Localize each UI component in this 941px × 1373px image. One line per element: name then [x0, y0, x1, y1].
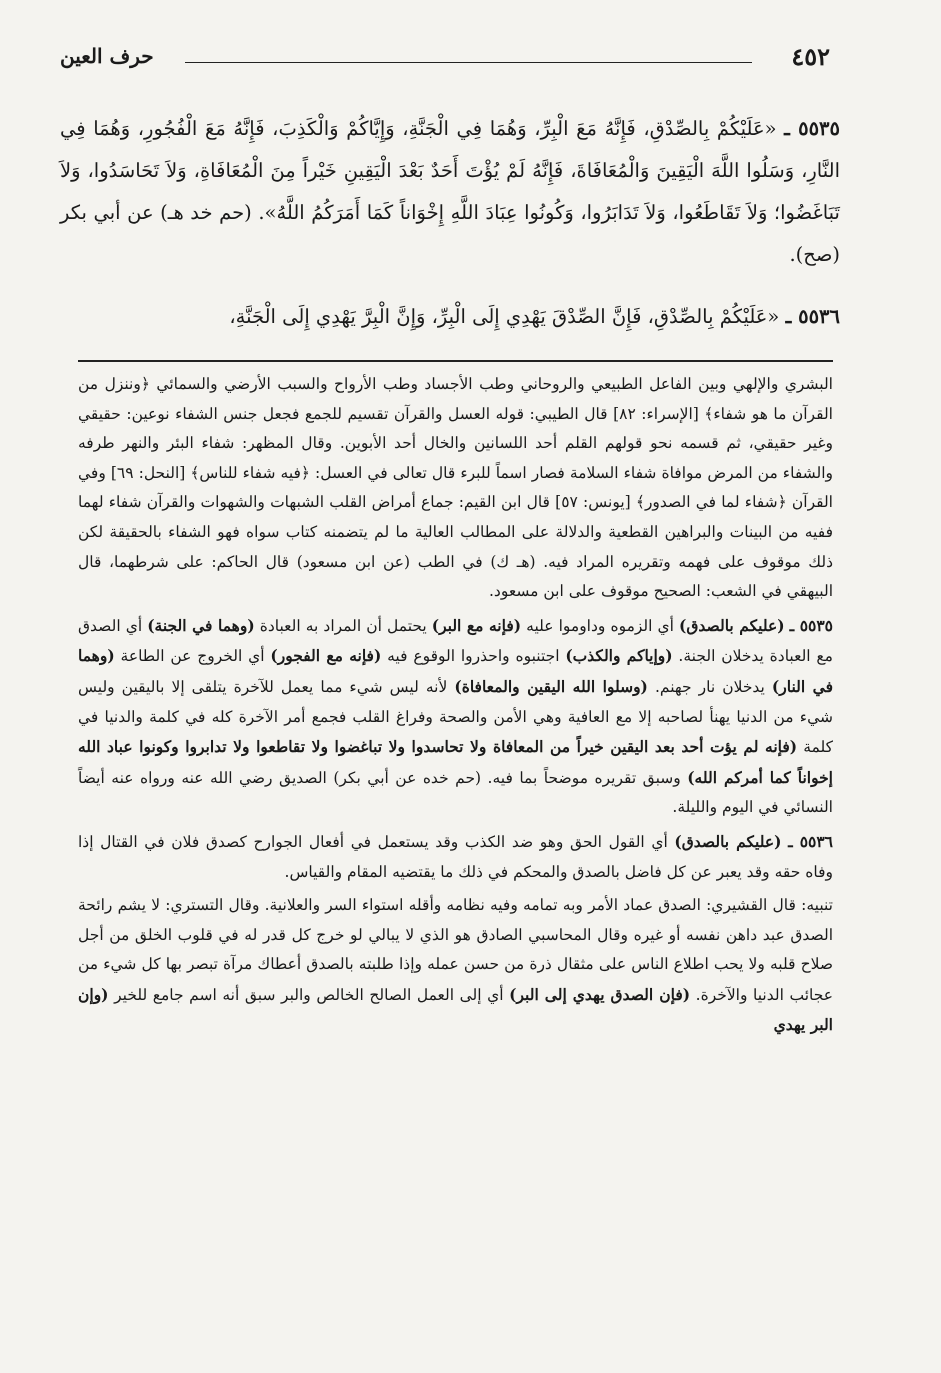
hadith-quote: (فإنه لم يؤت أحد بعد اليقين خيراً من المعافاة ولا تحاسدوا ولا تباغضوا ولا تقاطعوا ولا تدابروا وكونوا عباد الله إخواناً كما أمركم الله)	[78, 737, 833, 787]
footnote-divider	[78, 360, 833, 362]
explanation: أي الصدق مع العبادة يدخلان الجنة.	[78, 616, 833, 666]
hadith-quote: (عليكم بالصدق)	[679, 615, 785, 635]
commentary-paragraph	[78, 370, 833, 607]
page-header	[60, 38, 830, 78]
hadith-5536	[60, 296, 840, 338]
hadith-quote: (فإن الصدق يهدي إلى البر)	[509, 984, 691, 1004]
section-title: حرف العين	[60, 44, 154, 68]
explanation: وسبق تقريره موضحاً بما فيه. (حم خده عن أبي بكر) الصديق رضي الله عنه ورواه عنه أيضاً النسائي في اليوم والليلة.	[78, 768, 833, 817]
commentary	[78, 370, 833, 1041]
hadith-number: ٥٥٣٦ ـ	[785, 305, 840, 328]
paragraph-text: البشري والإلهي وبين الفاعل الطبيعي والروحاني وطب الأجساد وطب الأرواح والسبب الأرضي والسمائي ﴿وننزل من القرآن ما هو شفاء﴾ [الإسراء: ٨٢] قال الطيبي: قوله العسل والقرآن تقسيم للجمع فجعل جنس الشفاء نوعين: حقيقي وغير حقيقي، ثم قسمه نحو قولهم القلم أحد اللسانين والخال أحد الأبوين. وقال المظهر: شفاء البئر والنهر طرفه والشفاء من المرض موافاة شفاء السلامة فصار اسماً للبرء قال تعالى في العسل: ﴿فيه شفاء للناس﴾ [النحل: ٦٩] وفي القرآن ﴿شفاء لما في الصدور﴾ [يونس: ٥٧] قال ابن القيم: جماع أمراض القلب الشبهات والشهوات والقرآن شفاء لهما ففيه من البينات والبراهين القطعية والدلالة على المطالب العالية ما لم يتضمنه كتاب سواه فهو الشفاء بالحقيقة لكن ذلك موقوف على فهمه وتقريره المراد فيه. (هـ ك) في الطب (عن ابن مسعود) قال الحاكم: على شرطهما، قال البيهقي في الشعب: الصحيح موقوف على ابن مسعود.	[78, 375, 833, 601]
explanation: أي الخروج عن الطاعة	[114, 647, 271, 666]
note-number: ٥٥٣٥ ـ	[789, 615, 833, 635]
explanation: تنبيه: قال القشيري: الصدق عماد الأمر وبه تمامه وفيه نظامه وأقله استواء السر والعلانية. وقال التستري: لا يشم رائحة الصدق عبد داهن نفسه أو غيره وقال المحاسبي الصادق هو الذي لا يبالي لو خرج كل قدر له في قلوب الخلق من أجل صلاح قلبه ولا يحب اطلاع الناس على مثقال ذرة من حسن عمله وإذا طلبته بالصدق أعطاك مرآة تبصر بها كل شيء من عجائب الدنيا والآخرة.	[78, 896, 834, 1004]
hadith-text: «عَلَيْكُمْ بِالصِّدْقِ، فَإِنَّهُ مَعَ الْبِرِّ، وَهُمَا فِي الْجَنَّةِ، وَإِيَّاكُمْ وَالْكَذِبَ، فَإِنَّهُ مَعَ الْفُجُورِ، وَهُمَا فِي النَّارِ، وَسَلُوا اللَّهَ الْيَقِينَ وَالْمُعَافَاةَ، فَإِنَّهُ لَمْ يُؤْتَ أَحَدٌ بَعْدَ الْيَقِينِ خَيْراً مِنَ الْمُعَافَاةِ، وَلاَ تَحَاسَدُوا، وَلاَ تَبَاغَضُوا؛ وَلاَ تَقَاطَعُوا، وَلاَ تَدَابَرُوا، وَكُونُوا عِبَادَ اللَّهِ إِخْوَاناً كَمَا أَمَرَكُمُ اللَّهُ». (حم خد هـ) عن أبي بكر (صح).	[60, 117, 840, 266]
explanation: يدخلان نار جهنم.	[647, 677, 772, 696]
hadith-quote: (وإياكم والكذب)	[565, 646, 673, 666]
explanation: أي الزموه وداوموا عليه	[521, 616, 680, 635]
hadith-quote: (عليكم بالصدق)	[674, 831, 782, 851]
hadith-quote: (فإنه مع البر)	[431, 615, 522, 635]
explanation: أي إلى العمل الصالح الخالص والبر سبق أنه اسم جامع للخير	[108, 985, 510, 1004]
hadith-number: ٥٥٣٥ ـ	[784, 117, 840, 140]
commentary-note	[78, 891, 833, 1041]
page-number: ٤٥٢	[791, 42, 830, 71]
note-number: ٥٥٣٦ ـ	[788, 831, 834, 851]
explanation: يحتمل أن المراد به العبادة	[254, 616, 432, 635]
explanation: لأنه ليس شيء مما يعمل للآخرة يتلقى إلا باليقين وليس شيء من الدنيا يهنأ لصاحبه إلا مع العافية وهي الأمن والصحة وفراغ القلب فجمع أمر الآخرة كله في كلمة والدنيا في كلمة	[78, 677, 833, 757]
hadith-quote: (وإن البر يهدي	[78, 984, 833, 1035]
hadith-quote: (فإنه مع الفجور)	[270, 646, 382, 666]
hadith-5535	[60, 108, 840, 276]
hadith-quote: (وهما في النار)	[78, 646, 833, 696]
explanation: اجتنبوه واحذروا الوقوع فيه	[381, 647, 566, 666]
hadith-quote: (وهما في الجنة)	[147, 615, 255, 635]
hadith-quote: (وسلوا الله اليقين والمعافاة)	[454, 676, 648, 696]
commentary-5536	[78, 827, 833, 887]
hadith-text: «عَلَيْكُمْ بِالصِّدْقِ، فَإِنَّ الصِّدْقَ يَهْدِي إِلَى الْبِرِّ، وَإِنَّ الْبِرَّ يَهْدِي إِلَى الْجَنَّةِ،	[229, 305, 780, 328]
header-rule	[185, 62, 752, 63]
commentary-5535	[78, 611, 833, 823]
explanation: أي القول الحق وهو ضد الكذب وقد يستعمل في أفعال الجوارح كصدق فلان في القتال إذا وفاه حقه وقد يعبر عن كل فاضل بالصدق والمحكم في ذلك ما يقتضيه المقام والقياس.	[78, 832, 833, 881]
